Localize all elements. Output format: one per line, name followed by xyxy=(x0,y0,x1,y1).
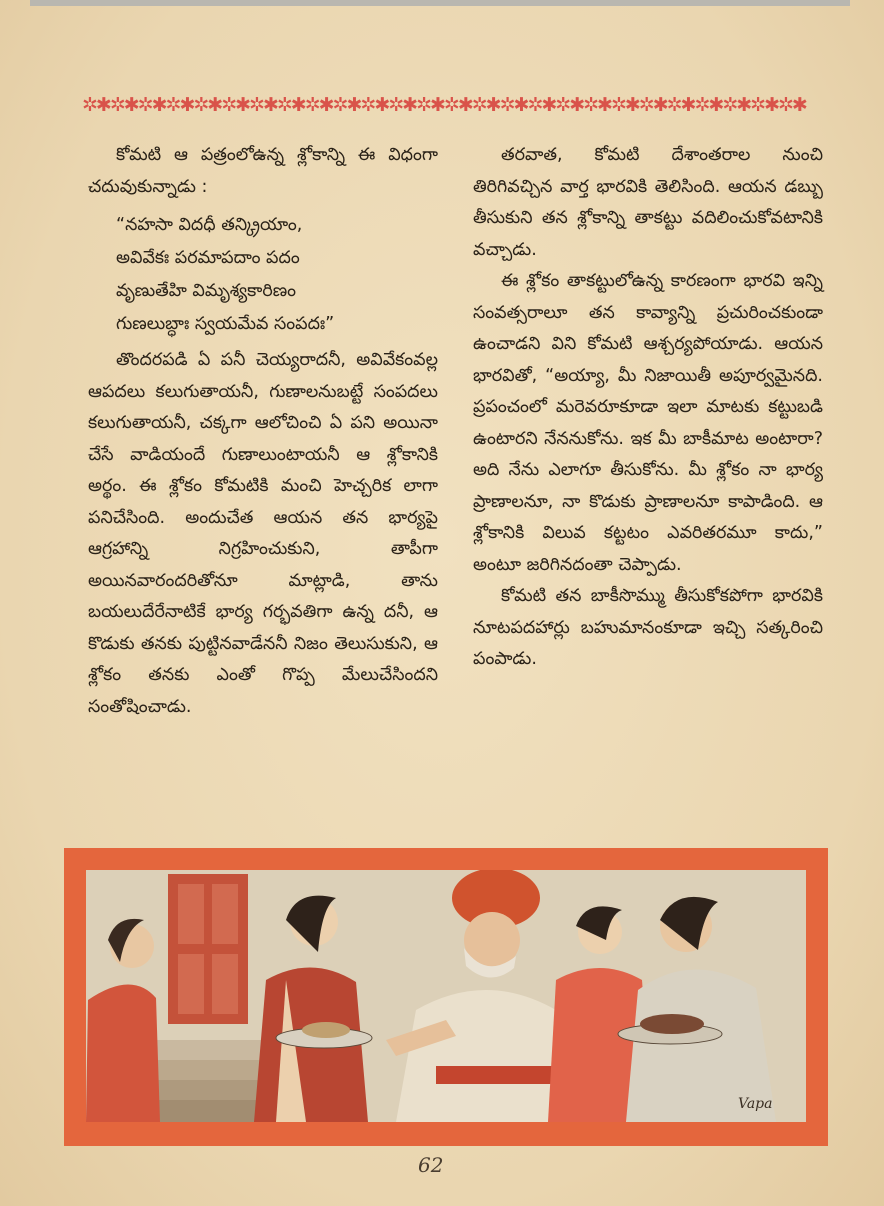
verse-line: “నహసా విదధీ తన్క్రియాం, xyxy=(116,215,303,235)
meaning-paragraph: తొందరపడి ఏ పనీ చెయ్యరాదనీ, అవివేకంవల్ల ఆపదలు కలుగుతాయనీ, గుణాలనుబట్టే సంపదలు కలుగుతాయనీ, చక్కగా ఆలోచించి ఏ పని అయినా చేసే వాడియందే గుణాలుంటాయనీ ఆ శ్లోకానికి అర్థం. ఈ శ్లోకం కోమటికి మంచి హెచ్చరిక లాగా పనిచేసింది. అందుచేత ఆయన తన భార్యపై ఆగ్రహాన్ని నిగ్రహించుకుని, తాపీగా అయినవారందరితోనూ మాట్లాడి, తాను బయలుదేరేనాటికే భార్య గర్భవతిగా ఉన్న దనీ, ఆ కొడుకు తనకు పుట్టినవాడేననీ నిజం తెలుసుకుని, ఆ శ్లోకం తనకు ఎంతో గొప్ప మేలుచేసిందని సంతోషించాడు. xyxy=(88,350,438,717)
left-column xyxy=(88,140,438,723)
paragraph-reward: కోమటి తన బాకీసొమ్ము తీసుకోకపోగా భారవికి నూటపదహార్లు బహుమానంకూడా ఇచ్చి సత్కరించి పంపాడు. xyxy=(473,586,823,669)
artist-signature: Vapa xyxy=(738,1096,773,1112)
verse-line: అవివేకః పరమాపదాం పదం xyxy=(116,248,300,268)
paragraph-surprise: ఈ శ్లోకం తాకట్టులోఉన్న కారణంగా భారవి ఇన్ని సంవత్సరాలూ తన కావ్యాన్ని ప్రచురించకుండా ఉంచాడని విని కోమటి ఆశ్చర్యపోయాడు. ఆయన భారవితో, “అయ్యా, మీ నిజాయితీ అపూర్వమైనది. ప్రపంచంలో మరెవరూకూడా ఇలా మాటకు కట్టుబడి ఉంటారని నేననుకోను. ఇక మీ బాకీమాట అంటారా? అది నేను ఎలాగూ తీసుకోను. మీ శ్లోకం నా భార్య ప్రాణాలనూ, నా కొడుకు ప్రాణాలనూ కాపాడింది. ఆ శ్లోకానికి విలువ కట్టటం ఎవరితరమూ కాదు,” అంటూ జరిగినదంతా చెప్పాడు. xyxy=(473,271,823,575)
illustration-scene xyxy=(86,870,806,1122)
scan-top-edge xyxy=(30,0,850,6)
page-number: 62 xyxy=(418,1153,444,1177)
verse-line: వృణుతేహి విమృశ్యకారిణం xyxy=(116,281,297,301)
verse-line: గుణలుబ్ధాః స్వయమేవ సంపదః” xyxy=(116,314,335,334)
intro-text: కోమటి ఆ పత్రంలోఉన్న శ్లోకాన్ని ఈ విధంగా చదువుకున్నాడు : xyxy=(88,145,438,197)
right-column xyxy=(473,140,823,676)
decorative-border: ✲✱✲✱✲✱✲✱✲✱✲✱✲✱✲✱✲✱✲✱✲✱✲✱✲✱✲✱✲✱✲✱✲✱✲✱✲✱✲✱✲✱✲✱✲✱✲✱✲✱✲✱ xyxy=(82,94,806,116)
story-illustration xyxy=(64,848,828,1146)
paragraph-return: తరవాత, కోమటి దేశాంతరాల నుంచి తిరిగివచ్చిన వార్త భారవికి తెలిసింది. ఆయన డబ్బు తీసుకుని తన శ్లోకాన్ని తాకట్టు వదిలించుకోవటానికి వచ్చాడు. xyxy=(473,145,823,260)
sanskrit-verse xyxy=(88,209,438,341)
